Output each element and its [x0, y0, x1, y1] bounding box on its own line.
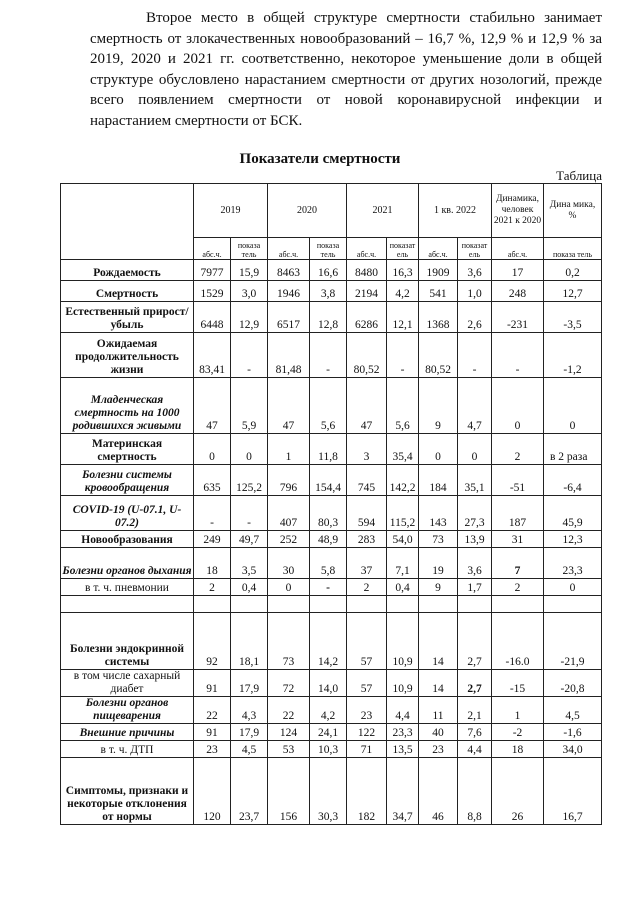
table-cell: 14,2 [310, 613, 347, 670]
table-cell: 745 [347, 465, 387, 496]
table-cell: 2,7 [458, 670, 492, 697]
table-cell: 22 [268, 697, 310, 724]
table-cell: 13,5 [387, 741, 419, 758]
table-cell: 9 [419, 579, 458, 596]
header-sub-abs: абс.ч. [268, 238, 310, 260]
table-cell: 2 [492, 579, 544, 596]
table-row [61, 465, 602, 496]
table-cell: - [310, 579, 347, 596]
row-label: в том числе сахарный диабет [61, 670, 194, 697]
table-cell: 0 [544, 378, 602, 434]
table-cell: 47 [194, 378, 231, 434]
table-row [61, 531, 602, 548]
table-cell: 2194 [347, 281, 387, 302]
table-row [61, 496, 602, 531]
table-cell: 2 [347, 579, 387, 596]
row-label: в т. ч. ДТП [61, 741, 194, 758]
row-label: Внешние причины [61, 724, 194, 741]
table-cell: 23 [347, 697, 387, 724]
table-row [61, 758, 602, 825]
header-year: 2019 [194, 184, 268, 238]
table-cell: 30,3 [310, 758, 347, 825]
table-cell: 7,6 [458, 724, 492, 741]
spacer-cell [347, 596, 387, 613]
table-cell: 249 [194, 531, 231, 548]
table-cell: 14,0 [310, 670, 347, 697]
intro-paragraph: Второе место в общей структуре смертности стабильно занимает смертность от злокачественных новообразований – 16,7 %, 12,9 % и 12,9 % за 2019, 2020 и 2021 гг. соответственно, некоторое уменьшение доли в общей структуре обусловлено нарастанием смертности от других нозологий, прежде всего появлением смертности от новой коронавирусной инфекции и нарастанием смертности от БСК. [90, 10, 602, 129]
table-cell: 7,1 [387, 548, 419, 579]
table-cell: 71 [347, 741, 387, 758]
header-sub-abs: абс.ч. [194, 238, 231, 260]
table-row [61, 613, 602, 670]
row-label: Младенческая смертность на 1000 родившихся живыми [61, 378, 194, 434]
table-cell: 8480 [347, 260, 387, 281]
table-row [61, 579, 602, 596]
spacer-cell [458, 596, 492, 613]
table-cell: 5,6 [310, 378, 347, 434]
table-cell: 115,2 [387, 496, 419, 531]
table-cell: 73 [419, 531, 458, 548]
table-cell: 252 [268, 531, 310, 548]
spacer-cell [194, 596, 231, 613]
table-row [61, 281, 602, 302]
header-sub-indicator: показат ель [458, 238, 492, 260]
mortality-table [60, 183, 602, 825]
table-cell: 12,1 [387, 302, 419, 333]
table-cell: 3,6 [458, 260, 492, 281]
table-cell: 3 [347, 434, 387, 465]
table-cell: 22 [194, 697, 231, 724]
table-cell: 6517 [268, 302, 310, 333]
row-label: Ожидаемая продолжительность жизни [61, 333, 194, 378]
table-body [61, 260, 602, 825]
table-cell: 0 [194, 434, 231, 465]
header-sub-abs: абс.ч. [347, 238, 387, 260]
table-cell: 2,1 [458, 697, 492, 724]
table-cell: 1,7 [458, 579, 492, 596]
table-row [61, 260, 602, 281]
table-cell: 80,52 [419, 333, 458, 378]
table-cell: 1368 [419, 302, 458, 333]
table-cell: 35,4 [387, 434, 419, 465]
table-cell: -3,5 [544, 302, 602, 333]
spacer-cell [492, 596, 544, 613]
table-cell: 17 [492, 260, 544, 281]
table-cell: 16,3 [387, 260, 419, 281]
table-cell: 18 [492, 741, 544, 758]
table-cell: 12,8 [310, 302, 347, 333]
table-cell: 57 [347, 670, 387, 697]
table-cell: 0 [231, 434, 268, 465]
spacer-cell [268, 596, 310, 613]
table-cell: 0 [492, 378, 544, 434]
table-cell: 47 [347, 378, 387, 434]
table-cell: 1 [492, 697, 544, 724]
table-cell: 156 [268, 758, 310, 825]
table-cell: 1946 [268, 281, 310, 302]
table-cell: 143 [419, 496, 458, 531]
table-cell: 4,3 [231, 697, 268, 724]
table-cell: 73 [268, 613, 310, 670]
table-cell: 4,2 [387, 281, 419, 302]
table-row [61, 333, 602, 378]
table-cell: 1,0 [458, 281, 492, 302]
row-label: Естественный прирост/убыль [61, 302, 194, 333]
table-cell: - [231, 496, 268, 531]
table-cell: -1,6 [544, 724, 602, 741]
table-cell: 11,8 [310, 434, 347, 465]
table-row [61, 302, 602, 333]
table-cell: 124 [268, 724, 310, 741]
table-cell: 12,9 [231, 302, 268, 333]
table-cell: 47 [268, 378, 310, 434]
header-year: 2020 [268, 184, 347, 238]
table-row [61, 378, 602, 434]
header-sub-indicator: показат ель [387, 238, 419, 260]
table-cell: 16,7 [544, 758, 602, 825]
table-cell: 4,2 [310, 697, 347, 724]
table-cell: 15,9 [231, 260, 268, 281]
table-cell: 122 [347, 724, 387, 741]
table-cell: 83,41 [194, 333, 231, 378]
table-cell: 91 [194, 670, 231, 697]
table-row [61, 434, 602, 465]
table-cell: 49,7 [231, 531, 268, 548]
table-cell: 37 [347, 548, 387, 579]
table-cell: -16.0 [492, 613, 544, 670]
table-cell: 17,9 [231, 670, 268, 697]
table-cell: 53 [268, 741, 310, 758]
header-sub-abs: абс.ч. [492, 238, 544, 260]
table-cell: 34,7 [387, 758, 419, 825]
table-cell: - [231, 333, 268, 378]
row-label: Болезни органов пищеварения [61, 697, 194, 724]
table-cell: 13,9 [458, 531, 492, 548]
row-label: Болезни системы кровообращения [61, 465, 194, 496]
table-cell: 283 [347, 531, 387, 548]
row-label: COVID-19 (U-07.1, U-07.2) [61, 496, 194, 531]
table-cell: 1529 [194, 281, 231, 302]
table-cell: 182 [347, 758, 387, 825]
table-cell: 1909 [419, 260, 458, 281]
table-cell: 23,7 [231, 758, 268, 825]
table-cell: 5,6 [387, 378, 419, 434]
table-cell: 5,9 [231, 378, 268, 434]
table-cell: 10,9 [387, 670, 419, 697]
table-cell: 407 [268, 496, 310, 531]
table-cell: -15 [492, 670, 544, 697]
spacer-row [61, 596, 602, 613]
table-label: Таблица [556, 168, 602, 183]
table-cell: 1 [268, 434, 310, 465]
table-cell: 3,0 [231, 281, 268, 302]
spacer-cell [387, 596, 419, 613]
table-cell: 0,4 [231, 579, 268, 596]
table-cell: 12,7 [544, 281, 602, 302]
spacer-cell [544, 596, 602, 613]
header-year: 1 кв. 2022 [419, 184, 492, 238]
table-cell: 92 [194, 613, 231, 670]
table-cell: -20,8 [544, 670, 602, 697]
table-cell: 34,0 [544, 741, 602, 758]
table-cell: 7 [492, 548, 544, 579]
header-dynamics-abs: Динамика, человек 2021 к 2020 [492, 184, 544, 238]
row-label: Болезни эндокринной системы [61, 613, 194, 670]
table-cell: в 2 раза [544, 434, 602, 465]
table-cell: 30 [268, 548, 310, 579]
table-cell: 23 [419, 741, 458, 758]
table-cell: -6,4 [544, 465, 602, 496]
table-cell: 2 [492, 434, 544, 465]
table-cell: 3,5 [231, 548, 268, 579]
table-cell: -1,2 [544, 333, 602, 378]
row-label: Новообразования [61, 531, 194, 548]
table-cell: 541 [419, 281, 458, 302]
table-cell: 40 [419, 724, 458, 741]
header-year: 2021 [347, 184, 419, 238]
header-sub-abs: абс.ч. [419, 238, 458, 260]
table-cell: 17,9 [231, 724, 268, 741]
table-cell: 54,0 [387, 531, 419, 548]
table-cell: 4,5 [544, 697, 602, 724]
table-cell: 16,6 [310, 260, 347, 281]
table-cell: 7977 [194, 260, 231, 281]
header-row-years [61, 184, 602, 238]
header-sub-indicator: показа тель [544, 238, 602, 260]
table-cell: 57 [347, 613, 387, 670]
table-cell: 12,3 [544, 531, 602, 548]
table-cell: 125,2 [231, 465, 268, 496]
table-cell: - [458, 333, 492, 378]
table-cell: 23 [194, 741, 231, 758]
table-cell: 80,52 [347, 333, 387, 378]
table-cell: 2 [194, 579, 231, 596]
table-cell: 0,4 [387, 579, 419, 596]
table-cell: 635 [194, 465, 231, 496]
table-row [61, 724, 602, 741]
table-cell: -51 [492, 465, 544, 496]
table-row [61, 670, 602, 697]
table-cell: 2,6 [458, 302, 492, 333]
header-sub-indicator: показа тель [231, 238, 268, 260]
table-cell: 0 [419, 434, 458, 465]
table-cell: 5,8 [310, 548, 347, 579]
table-cell: 2,7 [458, 613, 492, 670]
table-cell: 31 [492, 531, 544, 548]
row-label: Материнская смертность [61, 434, 194, 465]
table-cell: 184 [419, 465, 458, 496]
table-cell: 0 [268, 579, 310, 596]
table-cell: 11 [419, 697, 458, 724]
table-cell: 24,1 [310, 724, 347, 741]
header-sub-indicator: показа тель [310, 238, 347, 260]
table-cell: 23,3 [387, 724, 419, 741]
table-cell: 91 [194, 724, 231, 741]
table-cell: 14 [419, 670, 458, 697]
row-label: в т. ч. пневмонии [61, 579, 194, 596]
table-cell: 0 [544, 579, 602, 596]
table-cell: 8463 [268, 260, 310, 281]
table-cell: 26 [492, 758, 544, 825]
table-cell: 248 [492, 281, 544, 302]
table-row [61, 697, 602, 724]
table-cell: 27,3 [458, 496, 492, 531]
table-cell: - [387, 333, 419, 378]
table-cell: 23,3 [544, 548, 602, 579]
table-cell: 10,9 [387, 613, 419, 670]
table-cell: 4,5 [231, 741, 268, 758]
table-cell: 10,3 [310, 741, 347, 758]
header-empty [61, 184, 194, 260]
table-cell: -231 [492, 302, 544, 333]
table-cell: 14 [419, 613, 458, 670]
table-cell: 81,48 [268, 333, 310, 378]
table-cell: 80,3 [310, 496, 347, 531]
table-cell: 594 [347, 496, 387, 531]
table-cell: 8,8 [458, 758, 492, 825]
table-cell: 18,1 [231, 613, 268, 670]
table-cell: 19 [419, 548, 458, 579]
table-cell: 796 [268, 465, 310, 496]
header-dynamics-pct: Дина мика, % [544, 184, 602, 238]
table-cell: - [194, 496, 231, 531]
row-label: Рождаемость [61, 260, 194, 281]
table-cell: 6286 [347, 302, 387, 333]
table-cell: 72 [268, 670, 310, 697]
table-cell: 120 [194, 758, 231, 825]
table-cell: 0 [458, 434, 492, 465]
table-cell: - [492, 333, 544, 378]
table-row [61, 548, 602, 579]
spacer-cell [419, 596, 458, 613]
spacer-cell [231, 596, 268, 613]
table-cell: -2 [492, 724, 544, 741]
table-cell: 18 [194, 548, 231, 579]
table-cell: 0,2 [544, 260, 602, 281]
table-cell: 3,6 [458, 548, 492, 579]
row-label: Болезни органов дыхания [61, 548, 194, 579]
table-title: Показатели смертности [239, 151, 401, 167]
table-cell: 9 [419, 378, 458, 434]
table-cell: 187 [492, 496, 544, 531]
table-row [61, 741, 602, 758]
table-cell: 4,4 [458, 741, 492, 758]
table-cell: 45,9 [544, 496, 602, 531]
table-cell: 4,7 [458, 378, 492, 434]
table-cell: 4,4 [387, 697, 419, 724]
row-label: Смертность [61, 281, 194, 302]
spacer-cell [310, 596, 347, 613]
table-cell: - [310, 333, 347, 378]
table-cell: 35,1 [458, 465, 492, 496]
table-cell: 6448 [194, 302, 231, 333]
table-cell: -21,9 [544, 613, 602, 670]
table-cell: 48,9 [310, 531, 347, 548]
table-cell: 142,2 [387, 465, 419, 496]
table-cell: 46 [419, 758, 458, 825]
table-cell: 3,8 [310, 281, 347, 302]
table-cell: 154,4 [310, 465, 347, 496]
row-label: Симптомы, признаки и некоторые отклонения от нормы [61, 758, 194, 825]
spacer-cell [61, 596, 194, 613]
